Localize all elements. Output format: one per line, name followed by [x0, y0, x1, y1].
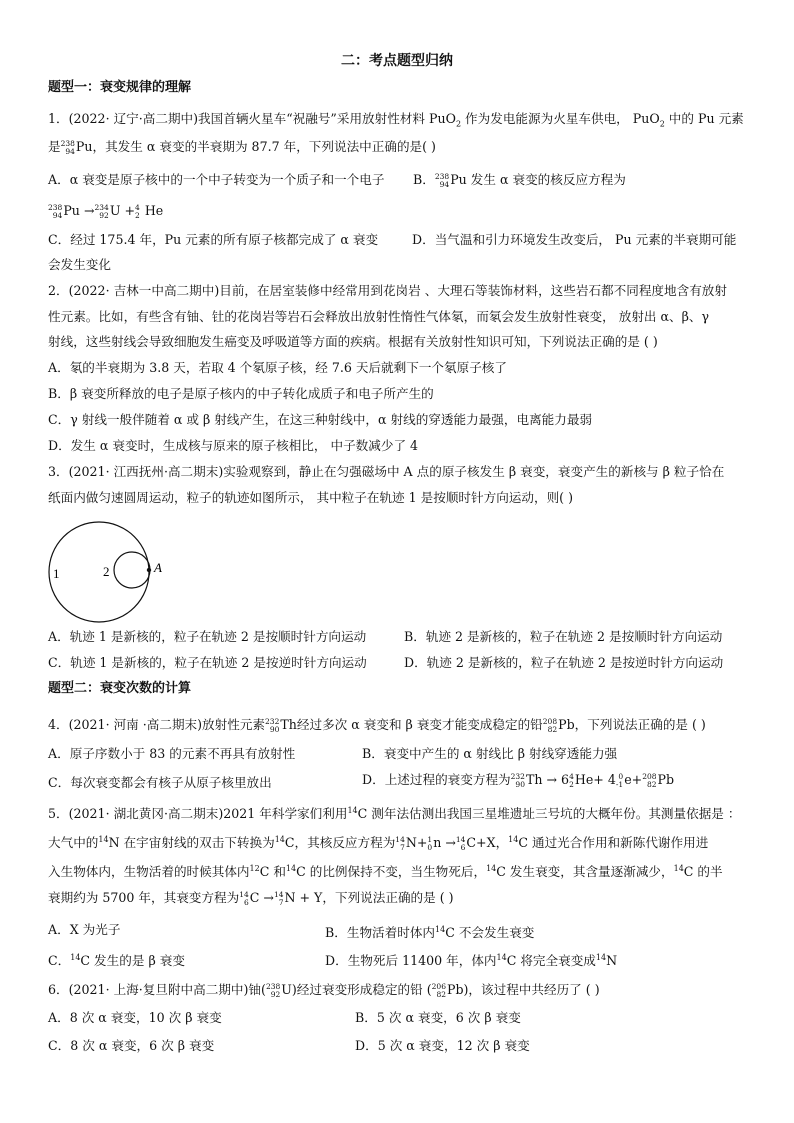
- pu-symbol: Pu: [75, 139, 93, 154]
- n14-mass-eq: 14: [395, 834, 405, 844]
- q2-line-2: 性元素。比如，有些含有铀、钍的花岗岩等岩石会释放出放射性惰性气体氡，而氡会发生放射性衰变， 放射出 α、β、γ: [48, 309, 710, 324]
- point-a-label: A: [154, 560, 162, 575]
- q5-text-j: C 发生衰变，其含量逐渐减少，: [496, 864, 674, 880]
- q6-option-a: A．8 次 α 衰变，10 次 β 衰变: [48, 1010, 222, 1025]
- he-isotope: [135, 204, 140, 220]
- q4-option-d-text: D．上述过程的衰变方程为: [362, 772, 511, 787]
- q5-eq-b: n →: [433, 835, 456, 851]
- n14-mass-decay: 14: [273, 889, 284, 899]
- u-symbol: U: [109, 203, 121, 218]
- c14-mass-3: 14: [508, 835, 519, 844]
- q5-text-l: 衰期约为 5700 年，其衰变方程为: [48, 890, 240, 905]
- q4-eq-he: He+ 4: [574, 772, 616, 787]
- q5-option-d-text-c: N: [606, 953, 618, 969]
- c14-mass-decay: 14: [239, 889, 249, 899]
- pu-mass-eq: 238: [48, 202, 63, 212]
- q6-text-b: U)经过衰变形成稳定的铅 (: [281, 982, 432, 997]
- orbit-1-label: 1: [53, 566, 60, 581]
- pb-isotope-d: [642, 773, 656, 789]
- he-z: 2: [135, 210, 140, 220]
- orbit-2-label: 2: [103, 564, 110, 579]
- n14-z-decay: 7: [278, 897, 284, 907]
- pb-z: 82: [547, 724, 558, 734]
- c14-mass-eq: 14: [455, 834, 466, 844]
- he-mass-d: 4: [569, 771, 574, 781]
- q1-subscript-2: 2: [659, 119, 665, 129]
- u238-z: 92: [270, 989, 281, 999]
- q5-option-a: A．X 为光子: [48, 922, 121, 937]
- q5-line-2: [48, 832, 708, 852]
- q4-option-c: C．每次衰变都会有核子从原子核里放出: [48, 775, 272, 790]
- th-mass: 232: [265, 716, 280, 726]
- th-z: 90: [269, 724, 280, 734]
- q5-eq-a: N+: [405, 835, 428, 851]
- q5-option-b-text-b: C 不会发生衰变: [445, 925, 535, 941]
- q1-option-a: A．α 衰变是原子核中的一个中子转变为一个质子和一个电子: [48, 172, 385, 187]
- q6-line-1: [48, 982, 600, 999]
- pu-z-b: 94: [439, 179, 450, 189]
- q4-line-1: [48, 717, 706, 734]
- c14-mass-c: 14: [70, 953, 81, 962]
- pu-isotope-eq: [48, 204, 62, 220]
- n14-z-eq: 7: [400, 842, 405, 852]
- q3-option-d: D．轨迹 2 是新核的，粒子在轨迹 2 是按逆时针方向运动: [404, 655, 724, 670]
- c14-mass-5: 14: [486, 864, 497, 873]
- q5-eq-c: C+X，: [466, 835, 509, 851]
- th-symbol: Th: [280, 717, 297, 732]
- pu-mass-b: 238: [434, 171, 450, 181]
- pb-symbol-d: Pb: [657, 772, 675, 787]
- section-title-1: 题型一：衰变规律的理解: [48, 80, 192, 95]
- pu-symbol-eq: Pu: [63, 203, 80, 218]
- q2-option-a: A．氡的半衰期为 3.8 天，若取 4 个氡原子核，经 7.6 天后就剩下一个氡原子核了: [48, 360, 507, 375]
- q4-text-b: 经过多次 α 衰变和 β 衰变才能变成稳定的铅: [296, 717, 543, 732]
- n14-mass-d: 14: [595, 953, 607, 962]
- pb-z-d: 82: [646, 779, 657, 789]
- c14-mass-b: 14: [435, 925, 446, 934]
- q3-option-a: A．轨迹 1 是新核的，粒子在轨迹 2 是按顺时针方向运动: [48, 629, 367, 644]
- q5-option-d-text-b: C 将完全衰变成: [506, 953, 596, 969]
- q3-option-b: B．轨迹 2 是新核的，粒子在轨迹 2 是按顺时针方向运动: [404, 629, 723, 644]
- q5-text-a: 5．(2021· 湖北黄冈·高二期末)2021 年科学家们利用: [48, 806, 348, 822]
- pb206-z: 82: [436, 989, 446, 999]
- q1-subscript: 2: [455, 119, 462, 129]
- q6-text-a: 6．(2021· 上海·复旦附中高二期中)铀(: [48, 982, 266, 997]
- n14-isotope-decay: [274, 891, 284, 907]
- q4-eq-e: e+: [624, 772, 643, 787]
- q6-text-c: Pb)，该过程中共经历了 ( ): [446, 982, 600, 997]
- q5-line-1: [48, 803, 741, 822]
- pb-isotope: [543, 718, 557, 734]
- electron-notation: [616, 773, 623, 789]
- th-mass-d: 232: [510, 771, 525, 781]
- q1-text-d: 是: [48, 139, 61, 154]
- q5-text-k: C 的半: [683, 864, 723, 880]
- q5-option-c: [48, 950, 185, 969]
- q2-line-3: 射线，这些射线会导致细胞发生癌变及呼吸道等方面的疾病。根据有关放射性知识可知，下列说法正确的是 ( ): [48, 334, 658, 349]
- q5-text-c: 大气中的: [48, 835, 99, 851]
- q1-text-e: ，其发生 α 衰变的半衰期为 87.7 年，下列说法中正确的是( ): [92, 139, 436, 154]
- c14-mass-4: 14: [285, 864, 297, 873]
- page-heading: 二：考点题型归纳: [341, 53, 453, 69]
- q5-text-b: C 测年法估测出我国三星堆遗址三号坑的大概年份。其测量依据是 ：: [357, 806, 741, 822]
- u-isotope: [95, 204, 109, 220]
- c14-mass-2: 14: [274, 835, 285, 844]
- section-title-2: 题型二：衰变次数的计算: [48, 681, 192, 696]
- he-symbol: He: [144, 203, 164, 218]
- c14-mass: 14: [347, 806, 358, 815]
- q5-text-f: C 通过光合作用和新陈代谢作用进: [518, 835, 709, 851]
- th-isotope-d: [511, 773, 525, 789]
- q4-option-d: [362, 772, 674, 789]
- c14-isotope-decay: [239, 891, 249, 907]
- pb-mass: 208: [542, 716, 558, 726]
- q5-line-3: [48, 861, 723, 880]
- q1-text-a: 1．(2022· 辽宁·高二期中)我国首辆火星车“祝融号”采用放射性材料 PuO: [48, 111, 456, 126]
- he-z-d: 2: [569, 779, 574, 789]
- q1-option-b: [413, 172, 626, 189]
- q5-option-c-text: C 发生的是 β 衰变: [80, 953, 185, 969]
- pb-symbol: Pb: [558, 717, 575, 732]
- q5-text-m: C →: [249, 890, 274, 905]
- q6-option-b: B．5 次 α 衰变，6 次 β 衰变: [355, 1010, 521, 1025]
- q5-option-c-label: C．: [48, 953, 71, 969]
- orbit-1-circle: [49, 522, 149, 622]
- orbit-figure: [48, 520, 178, 626]
- q5-option-b-text-a: B．生物活着时体内: [325, 925, 436, 941]
- q1-option-d: D．当气温和引力环境发生改变后， Pu 元素的半衰期可能: [412, 232, 737, 247]
- pu-z: 94: [65, 146, 75, 156]
- q5-option-d-text-a: D．生物死后 11400 年，体内: [325, 953, 497, 969]
- neutron-z: 0: [427, 842, 433, 852]
- q5-text-h: C 和: [259, 864, 286, 880]
- pu-mass: 238: [60, 138, 75, 148]
- th-z-d: 90: [515, 779, 525, 789]
- q1-line-1: [48, 111, 744, 133]
- q5-line-4: [48, 890, 454, 907]
- n14-isotope-eq: [395, 836, 405, 852]
- n14-mass: 14: [98, 835, 109, 844]
- q3-line-1: 3．(2021· 江西抚州·高二期末)实验观察到，静止在匀强磁场中 A 点的原子核发生 β 衰变，衰变产生的新核与 β 粒子恰在: [48, 464, 725, 479]
- pu-isotope-notation: [61, 140, 75, 156]
- q2-option-b: B．β 衰变所释放的电子是原子核内的中子转化成质子和电子所产生的: [48, 386, 434, 401]
- q4-text-c: ，下列说法正确的是 ( ): [574, 717, 706, 732]
- pu-z-eq: 94: [52, 210, 63, 220]
- q1-line-2: [48, 139, 436, 156]
- pb-mass-d: 208: [642, 771, 657, 781]
- arrow: →: [83, 203, 95, 218]
- q1-equation: [48, 203, 163, 220]
- q5-text-g: 入生物体内，生物活着的时候其体内: [48, 864, 250, 880]
- c14-mass-d: 14: [496, 953, 507, 962]
- q1-text-c: 中的 Pu 元素: [664, 111, 744, 126]
- e-z: -1: [615, 779, 624, 789]
- q2-option-c: C．γ 射线一般伴随着 α 或 β 射线产生，在这三种射线中，α 射线的穿透能力最强，电离能力最弱: [48, 412, 593, 427]
- plus-sign: +: [124, 203, 136, 218]
- neutron-notation: [427, 836, 432, 852]
- q5-text-d: N 在宇宙射线的双击下转换为: [108, 835, 275, 851]
- pb206-isotope: [432, 983, 446, 999]
- c14-mass-6: 14: [673, 864, 684, 873]
- c14-z-eq: 6: [460, 842, 466, 852]
- q5-text-e: C，其核反应方程为: [284, 835, 396, 851]
- u238-mass: 238: [265, 981, 281, 991]
- point-a-dot: [147, 568, 151, 572]
- e-mass: 0: [618, 771, 624, 781]
- q3-option-c: C．轨迹 1 是新核的，粒子在轨迹 2 是按逆时针方向运动: [48, 655, 367, 670]
- q1-option-b-text: Pu 发生 α 衰变的核反应方程为: [450, 172, 626, 187]
- q4-text-a: 4．(2021· 河南 ·高二期末)放射性元素: [48, 717, 266, 732]
- q5-option-d: [325, 950, 617, 969]
- q6-option-d: D．5 次 α 衰变，12 次 β 衰变: [355, 1038, 530, 1053]
- he-isotope-d: [569, 773, 574, 789]
- u-mass: 234: [94, 202, 109, 212]
- c12-mass: 12: [249, 864, 260, 873]
- pu-isotope-notation-b: [435, 173, 449, 189]
- q4-option-b: B．衰变中产生的 α 射线比 β 射线穿透能力强: [362, 746, 618, 761]
- orbit-2-circle: [114, 552, 150, 588]
- q1-option-d-cont: 会发生变化: [48, 257, 111, 272]
- q1-text-b: 作为发电能源为火星车供电， PuO: [461, 111, 660, 126]
- q5-text-n: N + Y，下列说法正确的是 ( ): [284, 890, 454, 905]
- th-isotope: [265, 718, 279, 734]
- q2-line-1: 2．(2022· 吉林一中高二期中)目前，在居室装修中经常用到花岗岩 、大理石等装饰材料，这些岩石都不同程度地含有放射: [48, 283, 727, 298]
- q6-option-c: C．8 次 α 衰变，6 次 β 衰变: [48, 1038, 215, 1053]
- q5-option-b: [325, 922, 534, 941]
- q1-option-b-label: B．: [413, 172, 435, 187]
- q3-line-2: 纸面内做匀速圆周运动，粒子的轨迹如图所示， 其中粒子在轨迹 1 是按顺时针方向运动，则( ): [48, 490, 574, 505]
- q5-text-i: C 的比例保持不变，当生物死后，: [296, 864, 487, 880]
- pb206-mass: 206: [431, 981, 446, 991]
- q2-option-d: D．发生 α 衰变时，生成核与原来的原子核相比， 中子数减少了 4: [48, 438, 419, 453]
- q4-option-a: A．原子序数小于 83 的元素不再具有放射性: [48, 746, 296, 761]
- c14-z-decay: 6: [243, 897, 249, 907]
- neutron-mass: 1: [427, 834, 433, 844]
- c14-isotope-eq: [456, 836, 466, 852]
- u238-isotope: [266, 983, 280, 999]
- q1-option-c: C．经过 175.4 年，Pu 元素的所有原子核都完成了 α 衰变: [48, 232, 379, 247]
- th-symbol-d: Th: [525, 772, 543, 787]
- he-mass: 4: [135, 202, 140, 212]
- q4-eq-mid: → 6: [546, 772, 570, 787]
- u-z: 92: [99, 210, 109, 220]
